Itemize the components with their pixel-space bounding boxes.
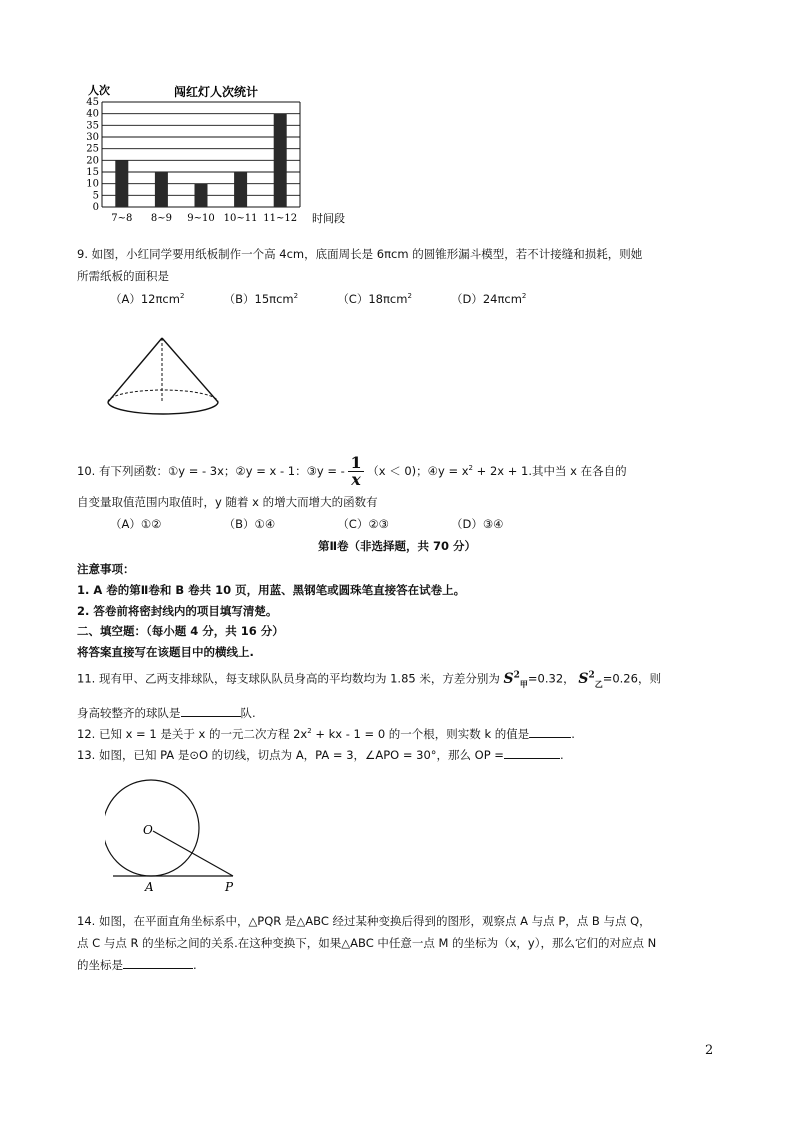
q13-answer-blank[interactable] — [504, 746, 560, 759]
label-p: P — [225, 880, 234, 894]
q12-answer-blank[interactable] — [529, 725, 571, 738]
chart-xlabel: 时间段 — [312, 212, 345, 225]
q9-text-line1: 9. 如图，小红同学要用纸板制作一个高 4cm，底面周长是 6πcm 的圆锥形漏斗模型，若不计接缝和损耗，则她 — [77, 247, 643, 261]
q10-line1: 10. 有下列函数：①y = - 3x；②y = x - 1：③y = - $\frac{1}{x}$ （x ＜ 0)；④y = $x^2 + 2x + 1$.其中当 x 在各自的 — [77, 453, 627, 489]
q11-answer-blank[interactable] — [181, 704, 241, 717]
bar-8~9 — [155, 172, 168, 207]
q10-option-d: （D）③④ — [450, 517, 504, 531]
q9-options — [110, 291, 526, 307]
bar-10~11 — [234, 172, 247, 207]
segment-op — [153, 831, 233, 876]
x-tick-label-7~8: 7~8 — [111, 213, 133, 224]
y-tick-label-10: 10 — [86, 178, 99, 190]
q9-option-a: （A）12πcm$^2$ — [110, 292, 185, 306]
y-tick-label-45: 45 — [86, 97, 99, 108]
fill-blank-title: 二、填空题：（每小题 4 分，共 16 分） — [77, 624, 284, 638]
bar-11~12 — [274, 114, 287, 207]
notice-item-2: 2. 答卷前将密封线内的项目填写清楚。 — [77, 604, 278, 618]
q11-line1: 11. 现有甲、乙两支排球队，每支球队队员身高的平均数均为 1.85 米，方差分别为 $S^2_甲=0.32$， $S^2_乙=0.26$，则 — [77, 670, 661, 689]
bar-chart — [80, 78, 350, 228]
label-o: O — [143, 823, 153, 837]
y-tick-label-0: 0 — [92, 202, 99, 213]
y-tick-label-5: 5 — [92, 190, 99, 202]
section-title: 第Ⅱ卷（非选择题，共 70 分） — [317, 539, 477, 553]
q9-option-c: （C）18πcm$^2$ — [337, 292, 412, 306]
cone-figure — [100, 330, 270, 420]
y-tick-label-25: 25 — [86, 143, 99, 155]
q14-answer-blank[interactable] — [123, 956, 193, 969]
circle-tangent-figure — [105, 778, 255, 898]
q10-option-b: （B）①④ — [223, 517, 276, 531]
q9-option-d: （D）24πcm$^2$ — [450, 292, 527, 306]
q12-line: 12. 已知 x = 1 是关于 x 的一元二次方程 $2x^2$ + kx - 1 = 0 的一个根，则实数 k 的值是 . — [77, 727, 575, 741]
q10-line2: 自变量取值范围内取值时，y 随着 x 的增大而增大的函数有 — [77, 495, 378, 509]
q14-line2: 点 C 与点 R 的坐标之间的关系.在这种变换下，如果△ABC 中任意一点 M 的坐标为（x，y），那么它们的对应点 N — [77, 936, 657, 950]
fill-blank-instruction: 将答案直接写在该题目中的横线上. — [77, 645, 254, 659]
y-tick-label-20: 20 — [86, 155, 99, 167]
q13-line: 13. 如图，已知 PA 是⊙O 的切线，切点为 A，PA = 3，∠APO = 30°，那么 OP = . — [77, 748, 564, 762]
page-number: 2 — [705, 1043, 714, 1058]
variance-symbol-b: $S^2_乙$ — [578, 670, 603, 689]
y-tick-label-30: 30 — [86, 132, 99, 143]
y-tick-label-35: 35 — [86, 120, 99, 132]
x-tick-label-9~10: 9~10 — [187, 213, 215, 224]
x-tick-label-10~11: 10~11 — [223, 213, 258, 224]
q14-line3: 的坐标是 . — [77, 958, 197, 972]
q10-option-c: （C）②③ — [337, 517, 389, 531]
q14-line1: 14. 如图，在平面直角坐标系中，△PQR 是△ABC 经过某种变换后得到的图形，观察点 A 与点 P，点 B 与点 Q， — [77, 914, 651, 928]
bar-7~8 — [115, 160, 128, 207]
q10-option-a: （A）①② — [110, 517, 162, 531]
y-tick-label-15: 15 — [86, 167, 99, 178]
q10-options — [110, 516, 503, 532]
x-tick-label-11~12: 11~12 — [263, 213, 298, 224]
y-tick-label-40: 40 — [86, 108, 99, 120]
chart-title: 闯红灯人次统计 — [173, 85, 259, 99]
q9-option-b: （B）15πcm$^2$ — [223, 292, 299, 306]
chart-ylabel: 人次 — [88, 84, 110, 97]
notice-item-1: 1. A 卷的第Ⅱ卷和 B 卷共 10 页，用蓝、黑钢笔或圆珠笔直接答在试卷上。 — [77, 583, 466, 597]
variance-symbol-a: $S^2_甲$ — [503, 670, 528, 689]
label-a: A — [145, 880, 154, 894]
q11-line2: 身高较整齐的球队是 队. — [77, 706, 256, 720]
bar-9~10 — [195, 184, 208, 207]
q10-fraction: $\frac{1}{x}$ — [350, 453, 362, 489]
notice-title: 注意事项： — [77, 562, 135, 576]
x-tick-label-8~9: 8~9 — [150, 213, 172, 224]
q9-text-line2: 所需纸板的面积是 — [77, 269, 169, 283]
